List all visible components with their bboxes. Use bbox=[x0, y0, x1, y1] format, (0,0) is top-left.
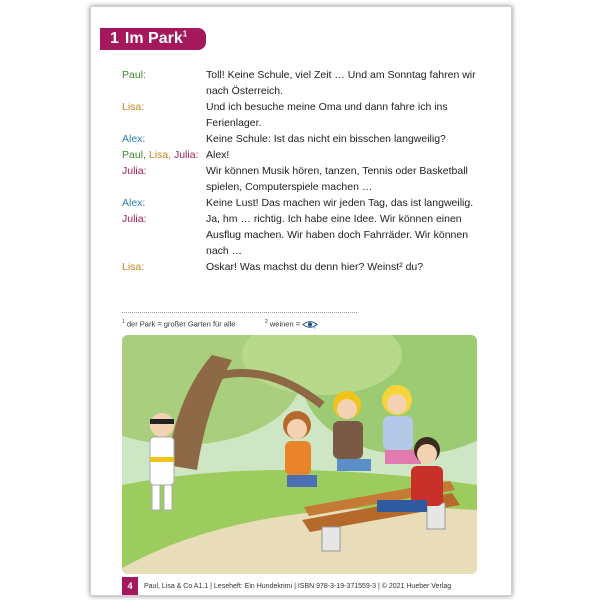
speaker bbox=[122, 163, 206, 195]
speaker bbox=[122, 99, 206, 131]
dialog-line bbox=[122, 67, 492, 99]
crying-eye-icon bbox=[302, 320, 318, 329]
speaker-name: Lisa, bbox=[148, 149, 174, 161]
speaker-name: Lisa: bbox=[122, 261, 145, 273]
speaker bbox=[122, 211, 206, 259]
speaker bbox=[122, 195, 206, 211]
dialog bbox=[122, 67, 492, 275]
dialog-text: Toll! Keine Schule, viel Zeit … Und am Sonntag fahren wir nach Österreich. bbox=[206, 69, 476, 97]
dialog-text: Und ich besuche meine Oma und dann fahre ich ins Ferienlager. bbox=[206, 101, 448, 129]
footnote-2 bbox=[265, 319, 318, 329]
chapter-title-footnote-mark: 1 bbox=[182, 29, 188, 39]
chapter-heading bbox=[100, 28, 206, 50]
dialog-line bbox=[122, 147, 492, 163]
dialog-line bbox=[122, 259, 492, 275]
footnote-1-text: der Park = großer Garten für alle bbox=[124, 319, 236, 329]
footnote-separator bbox=[122, 312, 357, 313]
dialog-line bbox=[122, 163, 492, 195]
footnote-2-mark: 2 bbox=[265, 319, 268, 325]
speaker bbox=[122, 147, 206, 163]
footer-text: Paul, Lisa & Co A1.1 | Leseheft: Ein Hundekrimi | ISBN 978-3-19-371559-3 | © 2021 Hueber Verlag bbox=[144, 582, 452, 590]
dialog-line bbox=[122, 195, 492, 211]
speaker bbox=[122, 67, 206, 99]
dialog-text: Wir können Musik hören, tanzen, Tennis oder Basketball spielen, Computerspiele machen … bbox=[206, 165, 468, 193]
dialog-line bbox=[122, 99, 492, 131]
dialog-line bbox=[122, 131, 492, 147]
park-illustration bbox=[122, 335, 477, 574]
speaker-name: Paul, bbox=[122, 149, 149, 161]
footnote-1-mark: 1 bbox=[122, 319, 125, 325]
page-footer bbox=[122, 577, 451, 595]
speaker-name: Julia: bbox=[173, 149, 199, 161]
dialog-text: Keine Schule: Ist das nicht ein bisschen langweilig? bbox=[206, 133, 446, 145]
speaker-name: Lisa: bbox=[122, 101, 145, 113]
footnote-2-text: weinen = bbox=[267, 319, 303, 329]
dialog-text: Ja, hm … richtig. Ich habe eine Idee. Wir können einen Ausflug machen. Wir haben doch Fahrräder. Wir können nach … bbox=[206, 213, 469, 257]
speaker-name: Paul: bbox=[122, 69, 146, 81]
dialog-text: Keine Lust! Das machen wir jeden Tag, das ist langweilig. bbox=[206, 197, 474, 209]
dialog-text: Alex! bbox=[206, 149, 230, 161]
dialog-line bbox=[122, 211, 492, 259]
speaker-name: Alex: bbox=[122, 197, 146, 209]
page-number: 4 bbox=[122, 577, 138, 595]
speaker-name: Alex: bbox=[122, 133, 146, 145]
footnote-1 bbox=[122, 319, 235, 329]
chapter-title: Im Park bbox=[124, 30, 183, 47]
speaker bbox=[122, 131, 206, 147]
speaker-name: Julia: bbox=[122, 165, 147, 177]
book-page bbox=[90, 6, 512, 596]
speaker-name: Julia: bbox=[122, 213, 147, 225]
chapter-number: 1 bbox=[110, 30, 119, 47]
speaker bbox=[122, 259, 206, 275]
dialog-text: Oskar! Was machst du denn hier? Weinst² du? bbox=[206, 261, 424, 273]
